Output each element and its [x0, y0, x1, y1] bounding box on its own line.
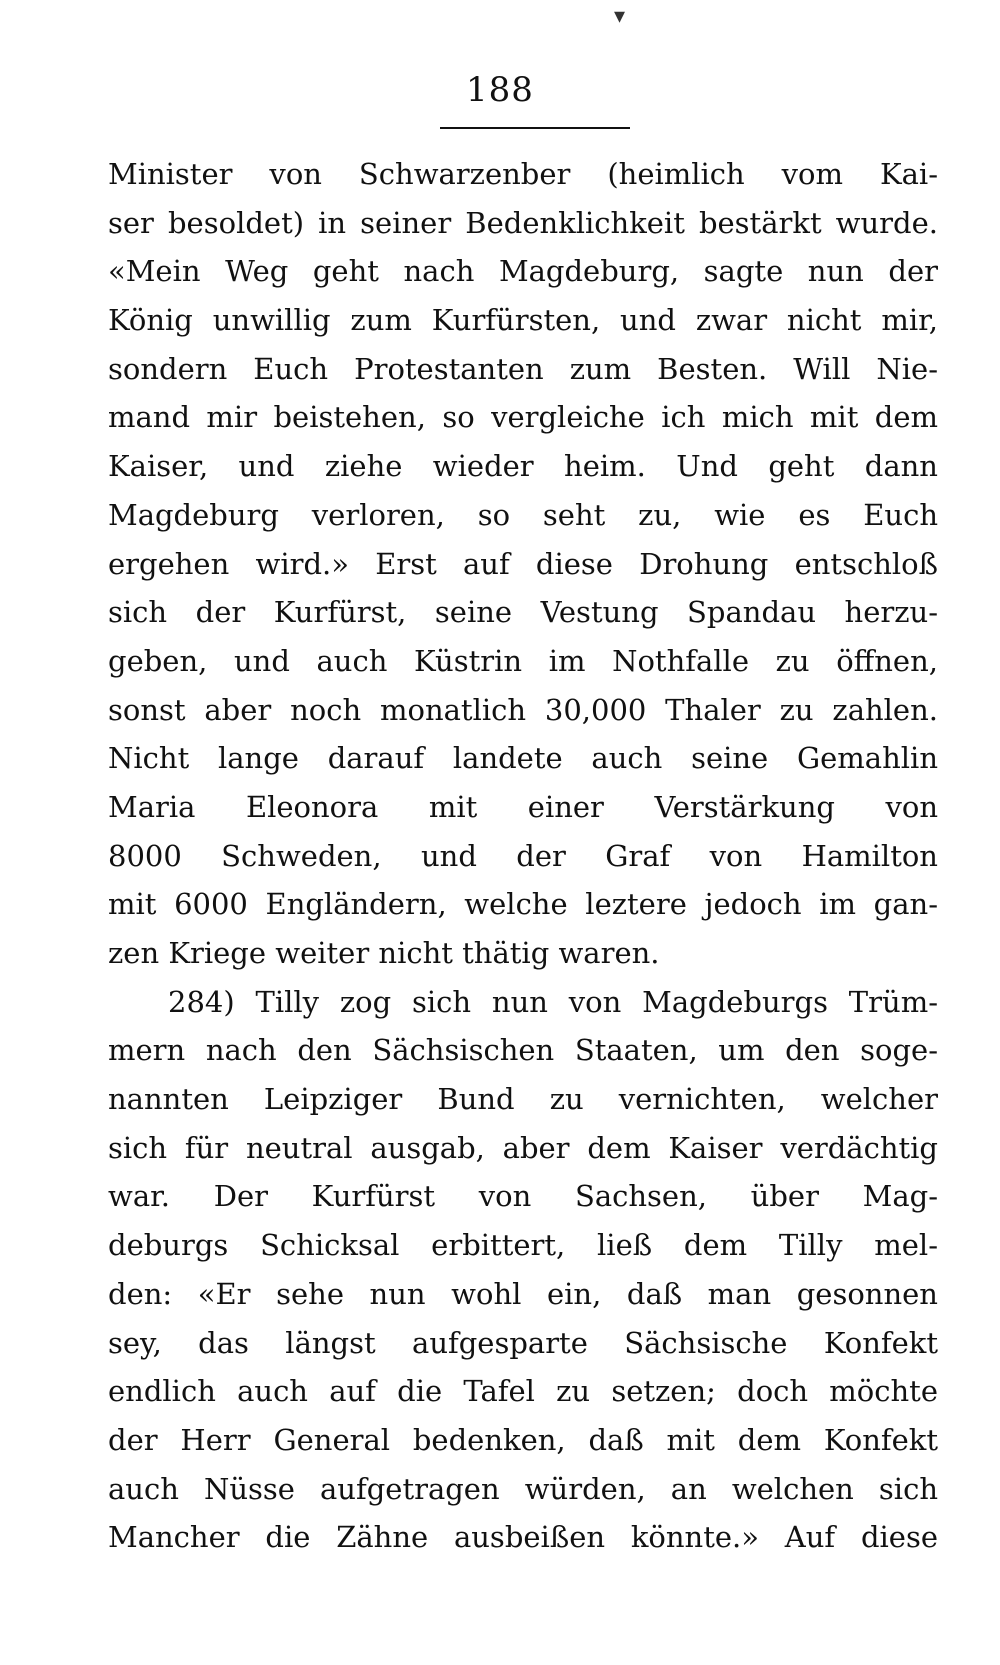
text-line: sondern Euch Protestanten zum Besten. Will Nie- — [108, 351, 938, 386]
text-line: der Herr General bedenken, daß mit dem Konfekt — [108, 1422, 938, 1457]
text-line: auch Nüsse aufgetragen würden, an welchen sich — [108, 1471, 938, 1506]
header-rule — [440, 127, 630, 129]
text-line: König unwillig zum Kurfürsten, und zwar nicht mir, — [108, 303, 938, 338]
text-line: «Mein Weg geht nach Magdeburg, sagte nun der — [108, 254, 938, 289]
text-line: Magdeburg verloren, so seht zu, wie es Euch — [108, 497, 938, 532]
text-line: ser besoldet) in seiner Bedenklichkeit bestärkt wurde. — [108, 205, 938, 240]
text-line: sey, das längst aufgesparte Sächsische Konfekt — [108, 1325, 938, 1360]
text-line: sich für neutral ausgab, aber dem Kaiser verdächtig — [108, 1130, 938, 1165]
text-line: sonst aber noch monatlich 30,000 Thaler zu zahlen. — [108, 692, 938, 727]
text-line: endlich auch auf die Tafel zu setzen; doch möchte — [108, 1374, 938, 1409]
text-line: 284) Tilly zog sich nun von Magdeburgs Trüm- — [168, 984, 938, 1019]
text-line: nannten Leipziger Bund zu vernichten, welcher — [108, 1082, 938, 1117]
text-line: 8000 Schweden, und der Graf von Hamilton — [108, 838, 938, 873]
text-line: Maria Eleonora mit einer Verstärkung von — [108, 789, 938, 824]
ink-speck: ▾ — [614, 4, 626, 29]
text-line: war. Der Kurfürst von Sachsen, über Mag- — [108, 1179, 938, 1214]
text-line: ergehen wird.» Erst auf diese Drohung entschloß — [108, 546, 938, 581]
text-line: sich der Kurfürst, seine Vestung Spandau herzu- — [108, 595, 938, 630]
page-number: 188 — [466, 70, 534, 110]
text-line: Nicht lange darauf landete auch seine Gemahlin — [108, 741, 938, 776]
text-line: den: «Er sehe nun wohl ein, daß man gesonnen — [108, 1276, 938, 1311]
text-line: Kaiser, und ziehe wieder heim. Und geht dann — [108, 449, 938, 484]
body-text — [108, 150, 938, 1562]
text-line: geben, und auch Küstrin im Nothfalle zu öffnen, — [108, 643, 938, 678]
text-line: zen Kriege weiter nicht thätig waren. — [108, 936, 660, 970]
text-line: Minister von Schwarzenber (heimlich vom Kai- — [108, 157, 938, 191]
text-line: Mancher die Zähne ausbeißen könnte.» Auf diese — [108, 1520, 938, 1555]
text-line: mit 6000 Engländern, welche leztere jedoch im gan- — [108, 887, 938, 922]
text-line: mern nach den Sächsischen Staaten, um den soge- — [108, 1033, 938, 1068]
text-line: deburgs Schicksal erbittert, ließ dem Tilly mel- — [108, 1228, 938, 1263]
text-line: mand mir beistehen, so vergleiche ich mich mit dem — [108, 400, 938, 435]
